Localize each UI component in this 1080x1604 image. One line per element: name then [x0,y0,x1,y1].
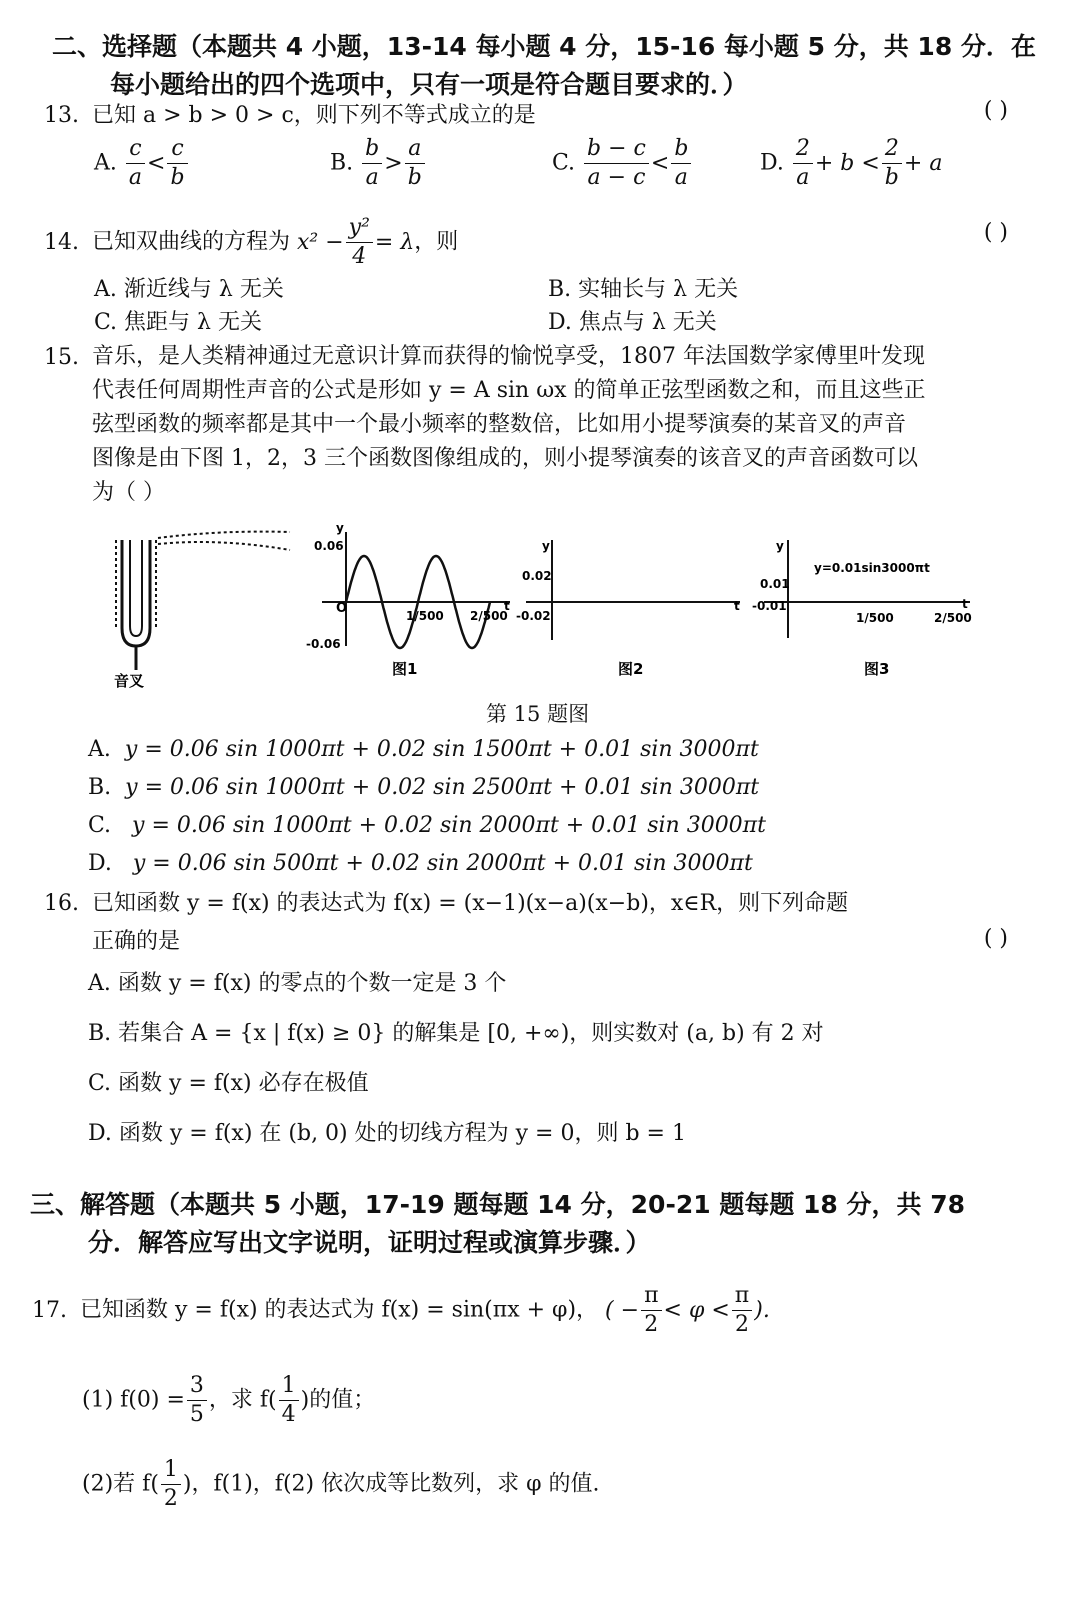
option-label: D. [760,150,784,176]
question-16-stem-cont: 正确的是 [92,929,181,954]
svg-text:0.01: 0.01 [760,577,790,591]
svg-text:y: y [336,521,344,535]
question-16: 16. 已知函数 y = f(x) 的表达式为 f(x) = (x−1)(x−a)(x−b)，x∈R，则下列命题 [44,891,849,916]
tuning-fork-icon [116,532,290,670]
q15-option-d: D. y = 0.06 sin 500πt + 0.02 sin 2000πt + 0.01 sin 3000πt [88,851,753,876]
svg-text:t: t [734,599,740,613]
answer-paren-13: ( ) [983,98,1008,123]
question-14: 14. 已知双曲线的方程为 x² − $\frac{\text{y²}}{4}$ = λ，则 [44,215,459,269]
question-15-number: 15. [44,345,79,370]
q17-part2: (2)若 f( $\frac{1}{2}$ )，f(1)，f(2) 依次成等比数列，求 φ 的值. [82,1457,600,1511]
option-label: B. [330,150,354,176]
section-3-heading [30,1186,1040,1262]
fig3-label: 图3 [864,660,890,678]
q15-option-a: A. y = 0.06 sin 1000πt + 0.02 sin 1500πt + 0.01 sin 3000πt [88,737,759,762]
svg-text:2/500: 2/500 [470,609,508,623]
svg-text:1/500: 1/500 [856,611,894,625]
fig1-label: 图1 [392,660,418,678]
question-13 [44,98,1034,134]
svg-text:2/500: 2/500 [934,611,972,625]
tuning-fork-label: 音叉 [114,672,145,690]
fig2-label: 图2 [618,660,644,678]
section-3-title: 三、解答题（本题共 5 小题，17-19 题每题 14 分，20-21 题每题 18 分，共 78 [30,1190,966,1219]
option-label: C. [552,150,576,176]
svg-text:1/500: 1/500 [406,609,444,623]
q14-option-c: C. 焦距与 λ 无关 [94,310,262,335]
option-label: A. [94,150,117,176]
q16-option-c: C. 函数 y = f(x) 必存在极值 [88,1071,369,1096]
answer-paren-14: ( ) [983,220,1008,245]
question-number: 14. [44,229,79,255]
q15-option-c: C. y = 0.06 sin 1000πt + 0.02 sin 2000πt + 0.01 sin 3000πt [88,813,766,838]
q14-option-d: D. 焦点与 λ 无关 [548,310,717,335]
svg-text:-0.01: -0.01 [752,599,787,613]
q15-option-b: B. y = 0.06 sin 1000πt + 0.02 sin 2500πt + 0.01 sin 3000πt [88,775,760,800]
question-stem: 已知 a > b > 0 > c，则下列不等式成立的是 [92,103,536,128]
svg-text:y: y [542,539,550,553]
svg-text:0.06: 0.06 [314,539,344,553]
fig3-equation: y=0.01sin3000πt [814,561,930,575]
q13-option-c: C. $\frac{b - c}{a - c}$ < $\frac{b}{a}$ [552,135,693,192]
question-15-figure [100,510,980,690]
q16-option-b: B. 若集合 A = {x | f(x) ≥ 0} 的解集是 [0, +∞)，则实数对 (a, b) 有 2 对 [88,1021,824,1046]
figure-caption: 第 15 题图 [486,702,590,726]
svg-text:t: t [504,599,510,613]
q14-option-a: A. 渐近线与 λ 无关 [94,277,284,302]
section-2-title: 二、选择题（本题共 4 小题，13-14 每小题 4 分，15-16 每小题 5 分，共 18 分．在 [52,32,1036,61]
answer-paren-16: ( ) [983,926,1008,951]
fig2-graph [516,539,740,678]
svg-text:y: y [776,539,784,553]
svg-text:-0.06: -0.06 [306,637,341,651]
fig1-graph [306,521,510,678]
q14-option-b: B. 实轴长与 λ 无关 [548,277,739,302]
svg-text:t: t [962,597,968,611]
q16-option-d: D. 函数 y = f(x) 在 (b, 0) 处的切线方程为 y = 0，则 b = 1 [88,1121,686,1146]
q13-option-a: A. $\frac{c}{a}$ < $\frac{c}{b}$ [94,135,190,192]
fig3-graph [752,539,972,678]
question-stem: 已知函数 y = f(x) 的表达式为 f(x) = (x−1)(x−a)(x−b)，x∈R，则下列命题 [92,891,849,916]
question-stem: 已知函数 y = f(x) 的表达式为 f(x) = sin(πx + φ)， [80,1297,599,1323]
q16-option-a: A. 函数 y = f(x) 的零点的个数一定是 3 个 [88,971,507,996]
section-2-title-cont: 每小题给出的四个选项中，只有一项是符合题目要求的．） [110,70,748,99]
svg-text:-0.02: -0.02 [516,609,551,623]
section-2-heading [52,28,1042,104]
svg-text:0.02: 0.02 [522,569,552,583]
q17-part1: (1) f(0) = $\frac{3}{5}$ ，求 f( $\frac{1}{4}$ )的值； [82,1373,376,1427]
question-number: 13. [44,103,79,128]
phi-range: ( − $\frac{\pi}{2}$ < φ < $\frac{\pi}{2}$ ). [605,1283,770,1337]
q13-option-d: D. $\frac{2}{a}$ + b < $\frac{2}{b}$ + a [760,136,943,190]
section-3-title-cont: 分．解答应写出文字说明，证明过程或演算步骤．） [88,1228,651,1257]
hyperbola-equation: x² − $\frac{\text{y²}}{4}$ = λ [297,215,415,269]
q13-option-b: B. $\frac{b}{a}$ > $\frac{a}{b}$ [330,135,427,192]
question-17: 17. 已知函数 y = f(x) 的表达式为 f(x) = sin(πx + φ)， ( − $\frac{\pi}{2}$ < φ < $\frac{\pi}{2}$ ). [32,1283,770,1337]
question-15-stem: 音乐，是人类精神通过无意识计算而获得的愉悦享受，1807 年法国数学家傅里叶发现 代表任何周期性声音的公式是形如 y = A sin ωx 的简单正弦型函数之和，而且这些正 弦型函数的频率都是其中一个最小频率的整数倍，比如用小提琴演奏的某音叉的声音 图像是由下图 1，2，3 三个函数图像组成的，则小提琴演奏的该音叉的声音函数可以 为（ ） [92,344,926,505]
question-stem: 已知双曲线的方程为 [92,229,291,255]
svg-text:O: O [336,601,348,616]
